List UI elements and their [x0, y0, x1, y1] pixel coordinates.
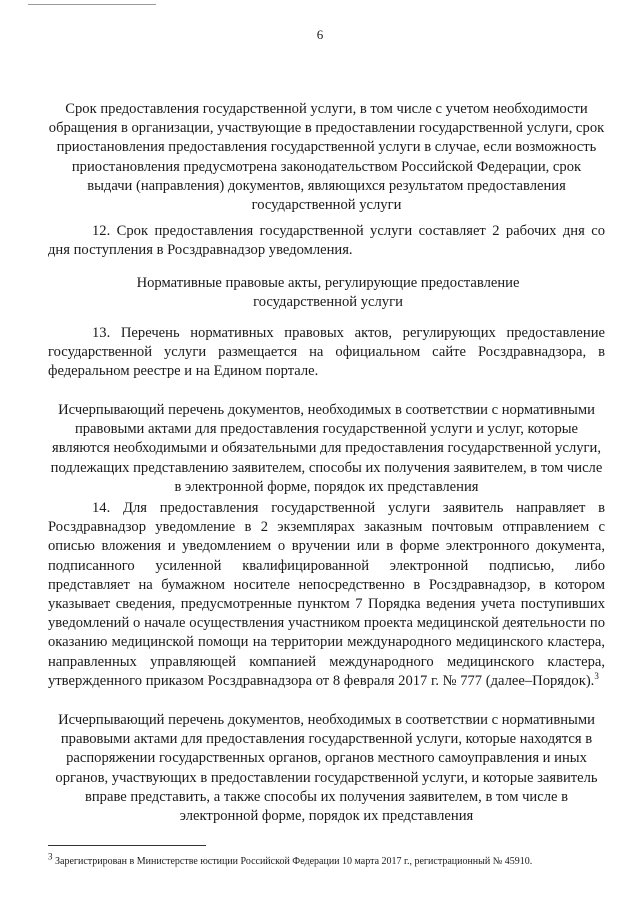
- footnote-marker: 3: [48, 851, 53, 862]
- footnote-reference: 3: [594, 670, 599, 681]
- section-heading-applicant-documents: Исчерпывающий перечень документов, необходимых в соответствии с нормативными правовыми актами для предоставления государственной услуги и услуг, которые являются необходимыми и обязательными для предоставления государственной услуги, подлежащих представлению заявителем, способы их получения заявителем, в том числе в электронной форме, порядок их представления: [50, 402, 603, 495]
- top-scan-line: [28, 4, 156, 5]
- footnote-divider: [48, 845, 206, 846]
- paragraph-14: [48, 499, 605, 691]
- paragraph-12: 12. Срок предоставления государственной услуги составляет 2 рабочих дня со дня поступления в Росздравнадзор уведомления.: [48, 223, 605, 259]
- page-number: 6: [316, 27, 324, 42]
- section-heading-agency-documents: Исчерпывающий перечень документов, необходимых в соответствии с нормативными правовыми актами для предоставления государственной услуги, которые находятся в распоряжении государственных органов, органов местного самоуправления и иных органов, участвующих в предоставлении государственной услуги, и которые заявитель вправе представить, а также способы их получения заявителем, в том числе в электронной форме, порядок их представления: [55, 712, 598, 825]
- paragraph-14-text: 14. Для предоставления государственной услуги заявитель направляет в Росздравнадзор уведомление в 2 экземплярах заказным почтовым отправлением с описью вложения и уведомлением о вручении или в форме электронного документа, подписанного усиленной квалифицированной электронной подписью, либо представляет на бумажном носителе непосредственно в Росздравнадзор, в котором указывает сведения, предусмотренные пунктом 7 Порядка ведения учета поступивших уведомлений о начале осуществления участником проекта медицинской деятельности по оказанию медицинской помощи на территории международного медицинского кластера, направленных управляющей компанией международного медицинского кластера, утвержденного приказом Росздравнадзора от 8 февраля 2017 г. № 777 (далее–Порядок).: [48, 500, 605, 689]
- section-heading-timing: Срок предоставления государственной услуги, в том числе с учетом необходимости обращения в организации, участвующие в предоставлении государственной услуги, срок приостановления предоставления государственной услуги в случае, если возможность приостановления предусмотрена законодательством Российской Федерации, срок выдачи (направления) документов, являющихся результатом предоставления государственной услуги: [48, 101, 605, 214]
- paragraph-13: 13. Перечень нормативных правовых актов, регулирующих предоставление государственной услуги размещается на официальном сайте Росздравнадзора, в федеральном реестре и на Едином портале.: [48, 325, 605, 380]
- footnote: [48, 851, 608, 868]
- footnote-text: Зарегистрирован в Министерстве юстиции Российской Федерации 10 марта 2017 г., регистрационный № 45910.: [55, 856, 533, 867]
- section-heading-legal-acts: Нормативные правовые акты, регулирующие предоставление государственной услуги: [136, 275, 520, 311]
